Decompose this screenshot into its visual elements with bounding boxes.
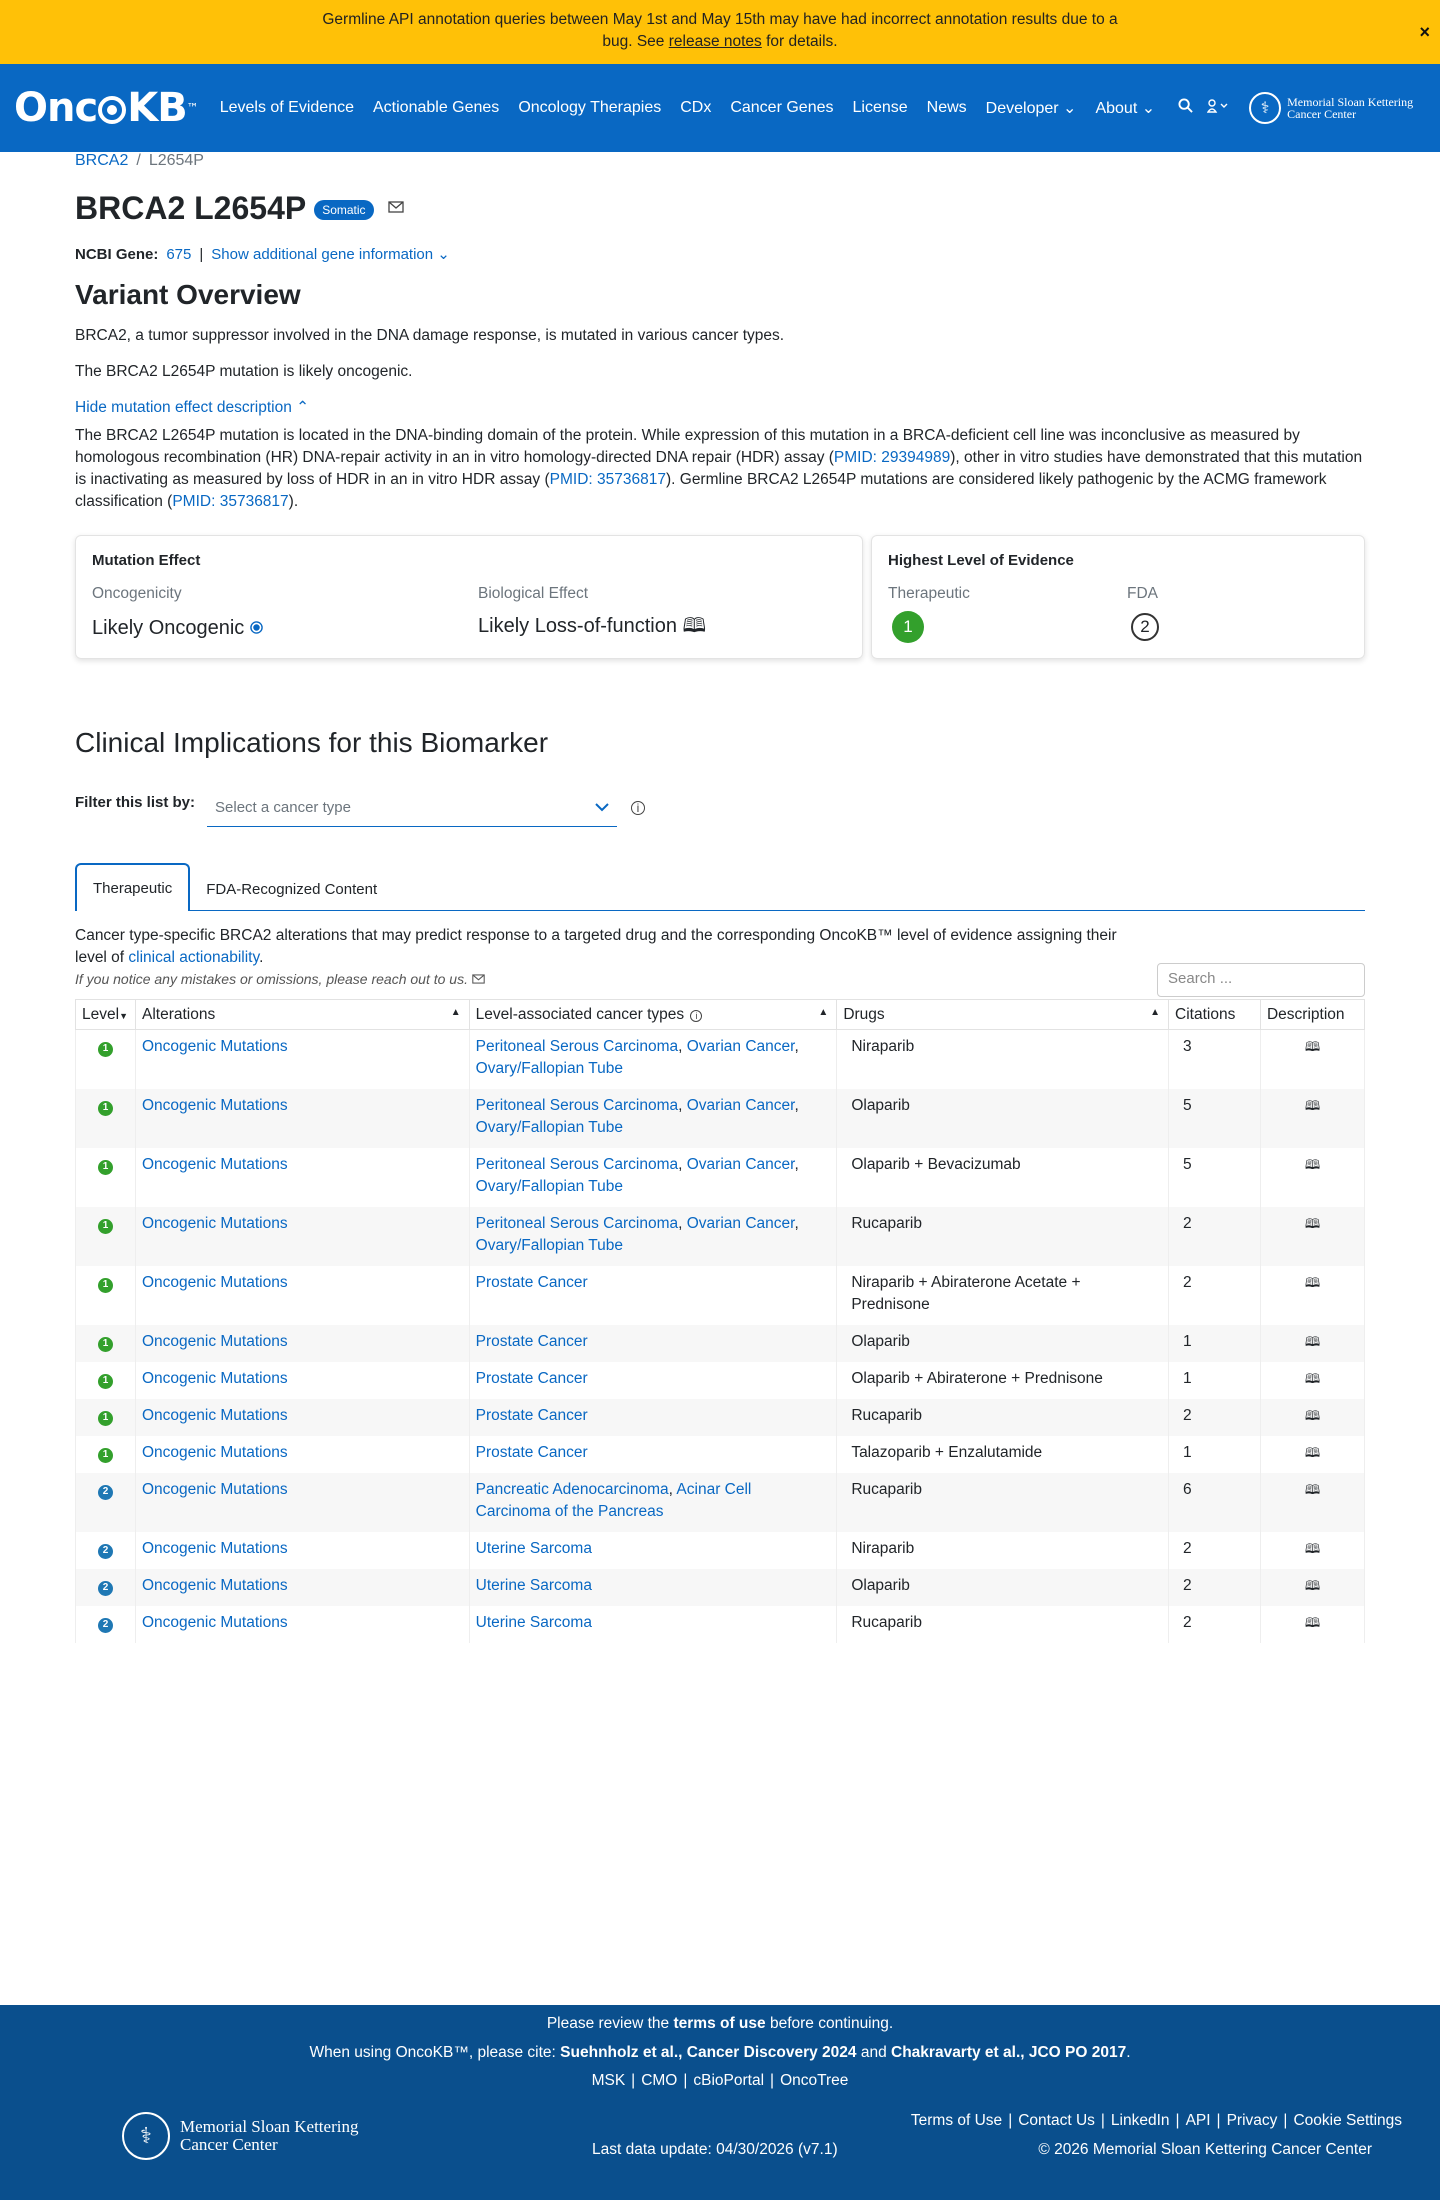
column-header-level[interactable] — [76, 1000, 136, 1030]
book-icon[interactable]: 🕮 — [1304, 1408, 1321, 1423]
announcement-banner — [0, 0, 1440, 64]
level-badge[interactable]: 1 — [98, 1160, 113, 1175]
alteration-link[interactable]: Oncogenic Mutations — [141, 1215, 288, 1232]
search-icon[interactable] — [1178, 98, 1193, 118]
main-content — [75, 152, 1365, 1643]
alteration-link[interactable]: Oncogenic Mutations — [141, 1444, 288, 1461]
msk-emblem-icon: ⚕ — [1249, 92, 1281, 124]
level-badge[interactable]: 2 — [98, 1485, 113, 1500]
drug-cell: Rucaparib — [837, 1207, 1169, 1266]
banner-text-end: for details. — [761, 33, 838, 50]
level-badge[interactable]: 1 — [98, 1042, 113, 1057]
logo-ring-icon — [98, 96, 126, 124]
nav-item[interactable]: Cancer Genes — [730, 99, 834, 116]
book-icon[interactable]: 🕮 — [1304, 1371, 1321, 1386]
drug-cell: Olaparib + Bevacizumab — [837, 1148, 1169, 1207]
pmid-link[interactable]: PMID: 35736817 — [549, 471, 666, 488]
drug-cell: Niraparib — [837, 1030, 1169, 1090]
therapeutic-level-badge[interactable]: 1 — [892, 611, 924, 643]
hide-mutation-effect-toggle[interactable] — [75, 399, 309, 416]
sort-desc-icon: ▼ — [119, 1010, 128, 1021]
table-row: 1 Oncogenic Mutations Peritoneal Serous Carcinoma, Ovarian Cancer, Ovary/Fallopian Tube Olaparib + Bevacizumab 5 🕮 — [76, 1148, 1365, 1207]
cancer-type-link[interactable]: Prostate Cancer — [475, 1370, 588, 1387]
therapeutic-label: Therapeutic — [888, 585, 970, 602]
drug-cell: Olaparib + Abiraterone + Prednisone — [837, 1362, 1169, 1399]
book-icon[interactable]: 🕮 — [682, 615, 707, 637]
msk-name-line2: Cancer Center — [180, 2135, 278, 2154]
last-data-update: Last data update: 04/30/2026 (v7.1) — [592, 2141, 838, 2158]
oncokb-logo[interactable] — [14, 85, 198, 131]
citations-cell[interactable]: 5 — [1169, 1148, 1261, 1207]
footer-links: Terms of Use | Contact Us | LinkedIn | API | Privacy | Cookie Settings — [910, 2112, 1402, 2129]
alteration-link[interactable]: Oncogenic Mutations — [141, 1407, 288, 1424]
chevron-down-circle-icon: ⌄ — [437, 246, 450, 263]
table-row — [76, 1569, 1365, 1606]
cancer-type-link[interactable]: Uterine Sarcoma — [475, 1540, 592, 1557]
table-row — [76, 1399, 1365, 1436]
cancer-type-link[interactable]: Peritoneal Serous Carcinoma — [475, 1215, 679, 1232]
ncbi-gene-link[interactable]: 675 — [166, 246, 192, 263]
citations-cell[interactable]: 2 — [1169, 1399, 1261, 1436]
cite-end: . — [1126, 2044, 1131, 2061]
footer-link[interactable]: Privacy — [1226, 2112, 1278, 2129]
table-row — [76, 1606, 1365, 1643]
breadcrumb-current: L2654P — [148, 152, 204, 169]
msk-emblem-icon: ⚕ — [122, 2112, 170, 2160]
citations-cell[interactable]: 2 — [1169, 1532, 1261, 1569]
table-row — [76, 1532, 1365, 1569]
filter-label: Filter this list by: — [75, 793, 196, 811]
variant-overview-heading: Variant Overview — [75, 279, 301, 310]
msk-name-line2: Cancer Center — [1287, 107, 1357, 121]
footer-link[interactable]: CMO — [641, 2072, 678, 2089]
pmid-link[interactable]: PMID: 29394989 — [833, 449, 951, 466]
level-badge[interactable]: 1 — [98, 1448, 113, 1463]
clinical-actionability-link[interactable]: clinical actionability — [128, 949, 260, 966]
card-title: Mutation Effect — [92, 552, 201, 569]
nav-menu — [220, 98, 1174, 118]
pmid-link[interactable]: PMID: 35736817 — [172, 493, 289, 510]
tab-bar — [75, 863, 1365, 911]
breadcrumb — [75, 152, 1365, 170]
terms-text: Please review the — [546, 2015, 674, 2032]
gene-summary: BRCA2, a tumor suppressor involved in the DNA damage response, is mutated in various cancer types. — [75, 327, 785, 344]
table-row — [76, 1325, 1365, 1362]
book-icon[interactable]: 🕮 — [1304, 1445, 1321, 1460]
column-header-citations[interactable]: Citations — [1169, 1000, 1261, 1030]
table-row: 1 Oncogenic Mutations Peritoneal Serous Carcinoma, Ovarian Cancer, Ovary/Fallopian Tube Olaparib 5 🕮 — [76, 1089, 1365, 1148]
cancer-type-link[interactable]: Ovary/Fallopian Tube — [475, 1178, 623, 1195]
logo-text-b: KB — [127, 85, 187, 131]
nav-item[interactable]: License — [852, 99, 908, 116]
column-label: Level — [82, 1005, 120, 1023]
chevron-up-circle-icon: ⌃ — [296, 399, 310, 416]
tab-fda-recognized[interactable]: FDA-Recognized Content — [206, 881, 378, 898]
level-badge[interactable]: 1 — [98, 1411, 113, 1426]
intro-text-end: . — [259, 949, 264, 966]
drug-cell: Rucaparib — [837, 1473, 1169, 1532]
footer-link[interactable]: OncoTree — [780, 2072, 849, 2089]
citations-cell[interactable]: 1 — [1169, 1436, 1261, 1473]
citations-cell[interactable]: 6 — [1169, 1473, 1261, 1532]
therapeutic-table — [75, 999, 1365, 1643]
somatic-badge: Somatic — [314, 200, 373, 220]
cancer-type-link[interactable]: Prostate Cancer — [475, 1407, 588, 1424]
intro-text: Cancer type-specific BRCA2 alterations that may predict response to a targeted drug and the corresponding OncoKB™ level of evidence assigning their level of — [75, 927, 1117, 966]
copyright: © 2026 Memorial Sloan Kettering Cancer Center — [1038, 2141, 1372, 2158]
citation-notice — [0, 2044, 1440, 2062]
drug-cell: Niraparib — [837, 1532, 1169, 1569]
description-text-b: ), other in vitro studies have demonstrated that this mutation is inactivating as measured by loss of HDR in an in vitro HDR assay ( — [75, 449, 1363, 488]
level-badge[interactable]: 1 — [98, 1101, 113, 1116]
book-icon[interactable]: 🕮 — [1304, 1275, 1321, 1290]
hide-mutation-effect-label: Hide mutation effect description — [75, 399, 292, 416]
level-badge[interactable]: 2 — [98, 1618, 113, 1633]
table-search-input[interactable]: Search ... — [1157, 963, 1365, 997]
cancer-type-link[interactable]: Ovary/Fallopian Tube — [475, 1060, 623, 1077]
level-badge[interactable]: 2 — [98, 1581, 113, 1596]
level-badge[interactable]: 2 — [98, 1544, 113, 1559]
ncbi-gene-row — [75, 245, 1365, 263]
table-row: 1 Oncogenic Mutations Peritoneal Serous Carcinoma, Ovarian Cancer, Ovary/Fallopian Tube Niraparib 3 🕮 — [76, 1030, 1365, 1090]
banner-text: bug. See — [602, 33, 669, 50]
msk-logo[interactable] — [1249, 92, 1413, 124]
book-icon[interactable]: 🕮 — [1304, 1578, 1321, 1593]
nav-item[interactable]: Developer ⌄ — [985, 100, 1077, 117]
citations-cell[interactable]: 1 — [1169, 1362, 1261, 1399]
footer-link[interactable]: Contact Us — [1018, 2112, 1095, 2129]
level-badge[interactable]: 1 — [98, 1278, 113, 1293]
alteration-link[interactable]: Oncogenic Mutations — [141, 1370, 288, 1387]
book-icon[interactable]: 🕮 — [1304, 1216, 1321, 1231]
footer-msk-logo[interactable] — [122, 2112, 358, 2160]
show-gene-info-toggle[interactable] — [211, 246, 450, 263]
release-notes-link[interactable]: release notes — [668, 33, 762, 50]
terms-text-end: before continuing. — [765, 2015, 894, 2032]
msk-name-line1: Memorial Sloan Kettering — [1287, 95, 1414, 109]
tab-intro — [75, 925, 1135, 969]
citations-cell[interactable]: 1 — [1169, 1325, 1261, 1362]
cancer-type-link[interactable]: Uterine Sarcoma — [475, 1614, 592, 1631]
msk-name-line1: Memorial Sloan Kettering — [180, 2117, 359, 2136]
citations-cell[interactable]: 2 — [1169, 1606, 1261, 1643]
breadcrumb-separator: / — [136, 152, 141, 169]
table-row: 1 Oncogenic Mutations Peritoneal Serous Carcinoma, Ovarian Cancer, Ovary/Fallopian Tube Rucaparib 2 🕮 — [76, 1207, 1365, 1266]
drug-cell: Olaparib — [837, 1089, 1169, 1148]
alteration-link[interactable]: Oncogenic Mutations — [141, 1156, 288, 1173]
alteration-link[interactable]: Oncogenic Mutations — [141, 1540, 288, 1557]
alteration-link[interactable]: Oncogenic Mutations — [141, 1333, 288, 1350]
envelope-icon[interactable] — [472, 971, 485, 987]
table-body — [76, 1030, 1365, 1644]
cancer-type-link[interactable]: Ovarian Cancer — [686, 1156, 795, 1173]
cancer-type-link[interactable]: Peritoneal Serous Carcinoma — [475, 1097, 679, 1114]
ncbi-separator: | — [199, 246, 204, 263]
user-menu-icon[interactable] — [1207, 99, 1229, 118]
ncbi-label: NCBI Gene: — [75, 246, 159, 263]
column-header-description: Description — [1260, 1000, 1364, 1030]
cancer-type-link[interactable]: Ovary/Fallopian Tube — [475, 1119, 623, 1136]
biological-effect-label: Biological Effect — [478, 585, 588, 602]
logo-tm: ™ — [186, 101, 198, 115]
fda-level-badge[interactable]: 2 — [1131, 613, 1159, 641]
cancer-type-link[interactable]: Prostate Cancer — [475, 1333, 588, 1350]
top-navbar — [0, 64, 1440, 152]
footer-link[interactable]: cBioPortal — [693, 2072, 765, 2089]
column-label: Drugs — [843, 1005, 885, 1023]
nav-item[interactable]: Oncology Therapies — [518, 99, 662, 116]
table-row — [76, 1362, 1365, 1399]
page-title: BRCA2 L2654P — [75, 190, 307, 226]
drug-cell: Olaparib — [837, 1569, 1169, 1606]
highest-level-card — [871, 535, 1365, 659]
envelope-icon[interactable] — [388, 200, 404, 218]
cancer-type-link[interactable]: Pancreatic Adenocarcinoma — [475, 1481, 669, 1498]
breadcrumb-gene-link[interactable]: BRCA2 — [75, 152, 129, 169]
column-header-alterations[interactable] — [135, 1000, 469, 1030]
description-text-a: The BRCA2 L2654P mutation is located in the DNA-binding domain of the protein. While expression of this mutation in a BRCA-deficient cell line was inconclusive as measured by homologous recombination (HR) DNA-repair activity in an in vitro homology-directed DNA repair (HDR) assay ( — [75, 427, 1300, 466]
alteration-link[interactable]: Oncogenic Mutations — [141, 1577, 288, 1594]
drug-cell: Rucaparib — [837, 1399, 1169, 1436]
description-text-d: ). — [288, 493, 299, 510]
cancer-type-link[interactable]: Ovarian Cancer — [686, 1215, 795, 1232]
cancer-type-select[interactable] — [207, 789, 617, 827]
oncogenicity-value: Likely Oncogenic — [92, 617, 245, 639]
level-badge[interactable]: 1 — [98, 1374, 113, 1389]
table-row — [76, 1266, 1365, 1325]
citations-cell[interactable]: 2 — [1169, 1207, 1261, 1266]
cancer-type-link[interactable]: Prostate Cancer — [475, 1274, 588, 1291]
drug-cell: Niraparib + Abiraterone Acetate + Prednisone — [837, 1266, 1169, 1325]
fda-label: FDA — [1127, 585, 1158, 602]
sort-icon: ▲ — [1150, 1007, 1161, 1018]
oncogenicity-label: Oncogenicity — [92, 585, 182, 602]
chevron-down-icon — [595, 799, 609, 816]
partner-links: MSK | CMO | cBioPortal | OncoTree — [591, 2072, 849, 2089]
oncogenicity-icon — [250, 617, 263, 639]
info-icon[interactable]: i — [690, 1010, 702, 1022]
book-icon[interactable]: 🕮 — [1304, 1098, 1321, 1113]
tab-therapeutic[interactable]: Therapeutic — [75, 863, 190, 911]
feedback-note-text: If you notice any mistakes or omissions, please reach out to us. — [75, 971, 468, 987]
book-icon[interactable]: 🕮 — [1304, 1482, 1321, 1497]
book-icon[interactable]: 🕮 — [1304, 1541, 1321, 1556]
footer-link[interactable]: Cookie Settings — [1293, 2112, 1402, 2129]
alteration-link[interactable]: Oncogenic Mutations — [141, 1097, 288, 1114]
citations-cell[interactable]: 3 — [1169, 1030, 1261, 1090]
logo-text-a: Onc — [14, 85, 98, 131]
citations-cell[interactable]: 5 — [1169, 1089, 1261, 1148]
cancer-type-link[interactable]: Ovary/Fallopian Tube — [475, 1237, 623, 1254]
level-badge[interactable]: 1 — [98, 1337, 113, 1352]
card-title: Highest Level of Evidence — [888, 552, 1074, 569]
close-icon[interactable]: × — [1419, 22, 1430, 42]
clinical-implications-heading: Clinical Implications for this Biomarker — [75, 727, 549, 758]
cancer-type-link[interactable]: Uterine Sarcoma — [475, 1577, 592, 1594]
sort-icon: ▲ — [450, 1007, 461, 1018]
nav-item[interactable]: Actionable Genes — [373, 99, 500, 116]
cancer-type-link[interactable]: Peritoneal Serous Carcinoma — [475, 1156, 679, 1173]
citations-cell[interactable]: 2 — [1169, 1266, 1261, 1325]
column-header-cancer-types[interactable] — [469, 1000, 837, 1030]
citation-link[interactable]: Suehnholz et al., Cancer Discovery 2024 — [560, 2044, 857, 2061]
nav-item[interactable]: About ⌄ — [1095, 100, 1156, 117]
show-gene-info-label: Show additional gene information — [211, 246, 434, 263]
book-icon[interactable]: 🕮 — [1304, 1157, 1321, 1172]
footer-link[interactable]: LinkedIn — [1110, 2112, 1170, 2129]
variant-summary: The BRCA2 L2654P mutation is likely oncogenic. — [75, 363, 413, 380]
cancer-type-link[interactable]: Peritoneal Serous Carcinoma — [475, 1038, 679, 1055]
nav-item[interactable]: CDx — [680, 99, 712, 116]
level-badge[interactable]: 1 — [98, 1219, 113, 1234]
nav-item[interactable]: Levels of Evidence — [219, 99, 354, 116]
footer-link[interactable]: MSK — [591, 2072, 626, 2089]
table-row — [76, 1436, 1365, 1473]
drug-cell: Rucaparib — [837, 1606, 1169, 1643]
cancer-type-link[interactable]: Ovarian Cancer — [686, 1038, 795, 1055]
footer-link[interactable]: API — [1185, 2112, 1211, 2129]
column-header-drugs[interactable] — [837, 1000, 1169, 1030]
description-text-c: ). Germline BRCA2 L2654P mutations are considered likely pathogenic by the ACMG framework classification ( — [75, 471, 1327, 510]
alteration-link[interactable]: Oncogenic Mutations — [141, 1614, 288, 1631]
citation-link[interactable]: Chakravarty et al., JCO PO 2017 — [891, 2044, 1127, 2061]
banner-line-1: Germline API annotation queries between May 1st and May 15th may have had incorrect annotation results due to a — [322, 11, 1118, 28]
footer-link[interactable]: Terms of Use — [910, 2112, 1003, 2129]
cite-text: When using OncoKB™, please cite: — [309, 2044, 561, 2061]
cite-and: and — [856, 2044, 892, 2061]
info-icon[interactable]: i — [631, 801, 645, 815]
mutation-effect-card — [75, 535, 863, 659]
nav-item[interactable]: News — [926, 99, 967, 116]
cancer-type-placeholder: Select a cancer type — [215, 799, 351, 816]
alteration-link[interactable]: Oncogenic Mutations — [141, 1481, 288, 1498]
drug-cell: Olaparib — [837, 1325, 1169, 1362]
page-footer — [0, 2005, 1440, 2200]
banner-line-2 — [0, 31, 1440, 53]
book-icon[interactable]: 🕮 — [1304, 1615, 1321, 1630]
column-label: Alterations — [141, 1005, 216, 1023]
alteration-link[interactable]: Oncogenic Mutations — [141, 1038, 288, 1055]
alteration-link[interactable]: Oncogenic Mutations — [141, 1274, 288, 1291]
column-label: Level-associated cancer types — [475, 1005, 685, 1023]
drug-cell: Talazoparib + Enzalutamide — [837, 1436, 1169, 1473]
terms-of-use-link[interactable]: terms of use — [673, 2015, 766, 2032]
biological-effect-value: Likely Loss-of-function — [478, 615, 677, 637]
table-row: 2 Oncogenic Mutations Pancreatic Adenocarcinoma, Acinar Cell Carcinoma of the Pancreas Rucaparib 6 🕮 — [76, 1473, 1365, 1532]
cancer-type-link[interactable]: Prostate Cancer — [475, 1444, 588, 1461]
cancer-type-link[interactable]: Ovarian Cancer — [686, 1097, 795, 1114]
terms-notice — [0, 2015, 1440, 2033]
mutation-effect-description — [75, 425, 1365, 513]
book-icon[interactable]: 🕮 — [1304, 1334, 1321, 1349]
book-icon[interactable]: 🕮 — [1304, 1039, 1321, 1054]
citations-cell[interactable]: 2 — [1169, 1569, 1261, 1606]
sort-icon: ▲ — [818, 1007, 829, 1018]
cancer-type-link[interactable]: Acinar Cell Carcinoma of the Pancreas — [475, 1481, 752, 1520]
